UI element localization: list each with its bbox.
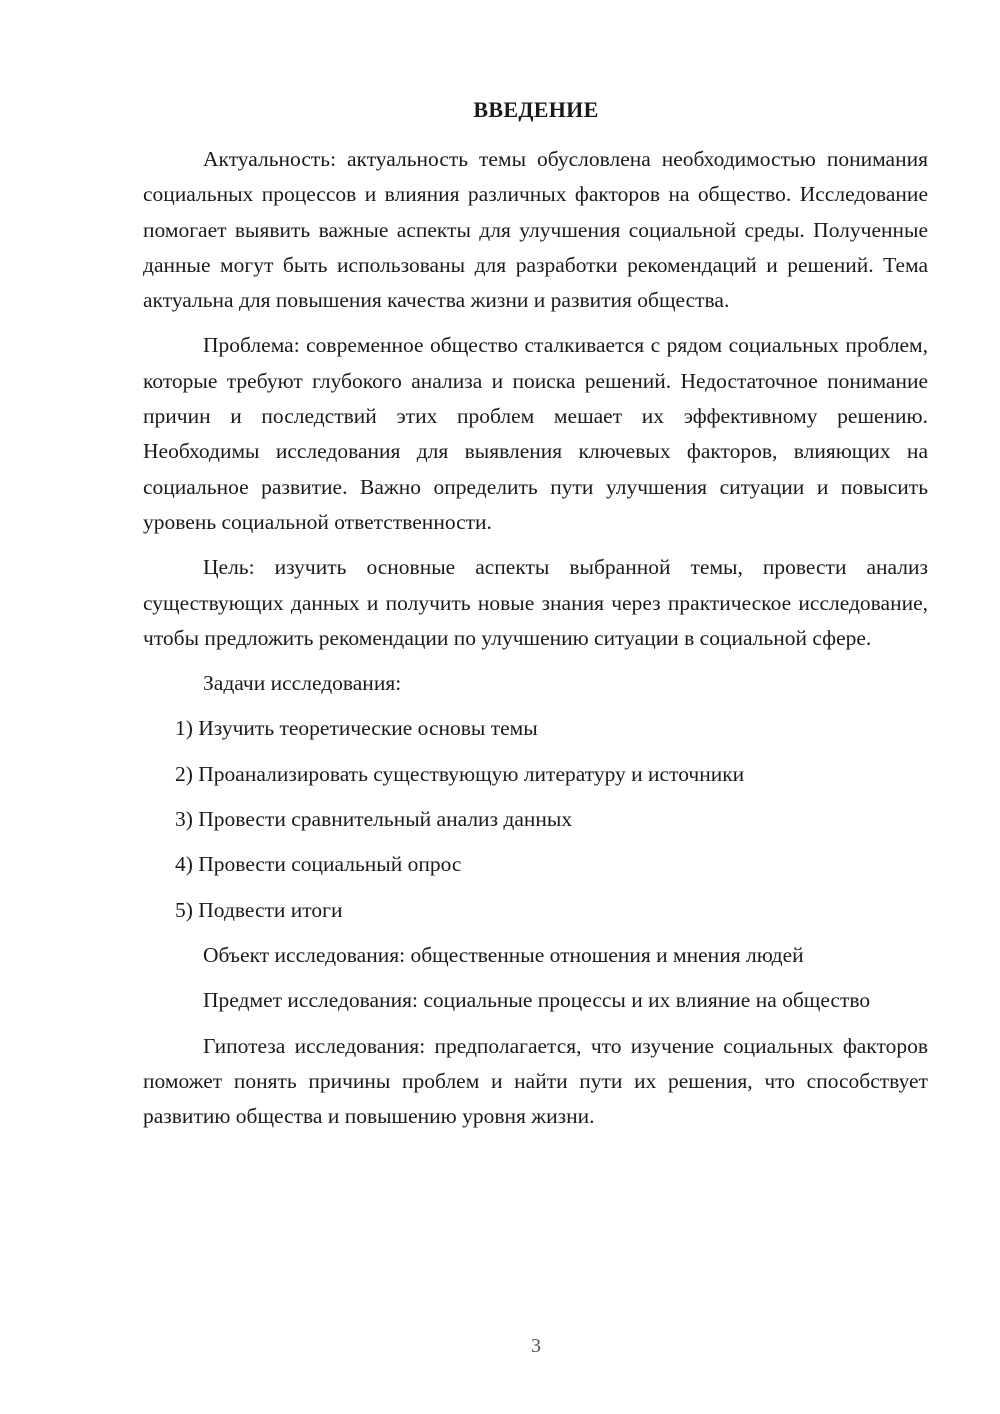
page-title: ВВЕДЕНИЕ [473,97,599,122]
task-item: 2) Проанализировать существующую литературу и источники [175,761,745,786]
task-item: 1) Изучить теоретические основы темы [175,716,538,741]
tasks-heading: Задачи исследования: [203,671,402,696]
task-item: 4) Провести социальный опрос [175,852,462,877]
page-number: 3 [531,1335,541,1357]
goal-paragraph: Цель: изучить основные аспекты выбранной темы, провести анализ существующих данных и получить новые знания через практическое исследование, чтобы предложить рекомендации по улучшению ситуации в социальной сфере. [143,555,928,650]
document-body [143,142,928,1134]
task-item: 3) Провести сравнительный анализ данных [175,807,573,832]
object-paragraph: Объект исследования: общественные отношения и мнения людей [203,942,804,967]
tasks-list [143,711,928,927]
problem-paragraph: Проблема: современное общество сталкивается с рядом социальных проблем, которые требуют глубокого анализа и поиска решений. Недостаточное понимание причин и последствий этих проблем мешает их эффективному решению. Необходимы исследования для выявления ключевых факторов, влияющих на социальное развитие. Важно определить пути улучшения ситуации и повысить уровень социальной ответственности. [143,333,928,534]
hypothesis-paragraph: Гипотеза исследования: предполагается, что изучение социальных факторов поможет понять причины проблем и найти пути их решения, что способствует развитию общества и повышению уровня жизни. [143,1033,928,1129]
relevance-paragraph: Актуальность: актуальность темы обусловлена необходимостью понимания социальных процессов и влияния различных факторов на общество. Исследование помогает выявить важные аспекты для улучшения социальной среды. Полученные данные могут быть использованы для разработки рекомендаций и решений. Тема актуальна для повышения качества жизни и развития общества. [143,147,928,313]
task-item: 5) Подвести итоги [175,897,343,922]
subject-paragraph: Предмет исследования: социальные процессы и их влияние на общество [203,988,871,1013]
